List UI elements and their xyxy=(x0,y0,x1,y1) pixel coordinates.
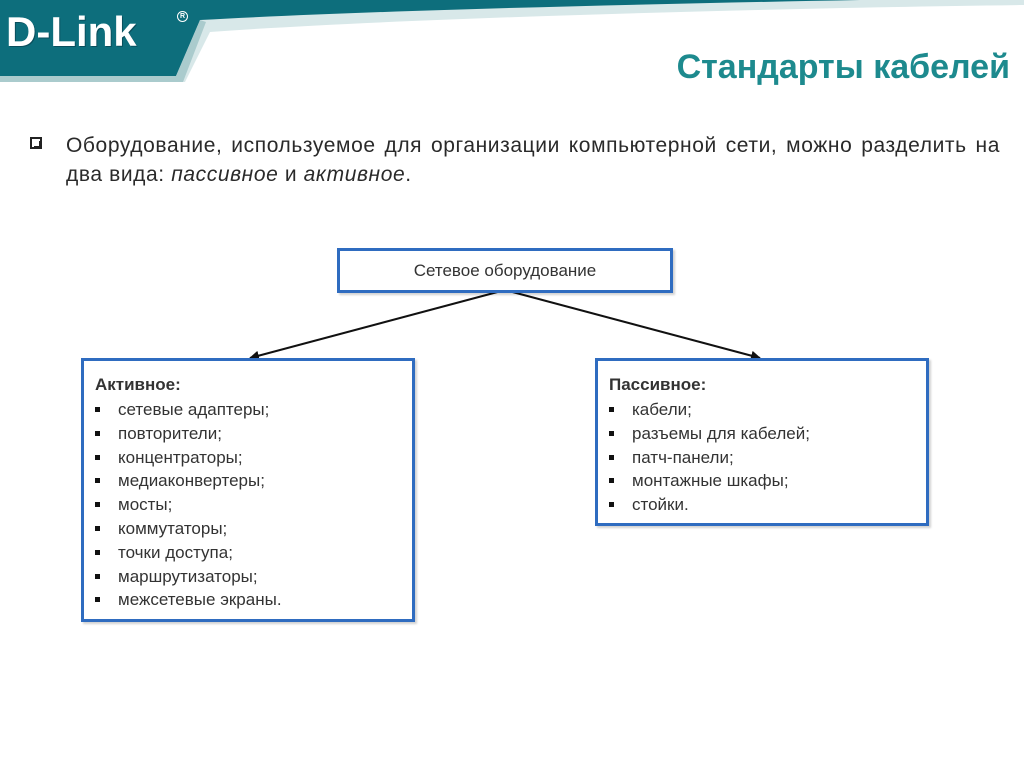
root-node-label: Сетевое оборудование xyxy=(413,261,597,280)
list-item: разъемы для кабелей; xyxy=(607,422,926,446)
intro-active-word: активное xyxy=(303,163,406,186)
list-item: стойки. xyxy=(607,493,926,517)
intro-end: . xyxy=(405,163,412,186)
page-title: Стандарты кабелей xyxy=(676,48,1010,86)
arrow-to-active xyxy=(250,290,505,358)
passive-list xyxy=(598,398,926,517)
d-link-logo: D-Link xyxy=(6,8,137,55)
intro-text: Оборудование, используемое для организации компьютерной сети, можно разделить на два вида: xyxy=(66,134,1000,186)
root-node-box xyxy=(337,248,673,293)
list-item: сетевые адаптеры; xyxy=(93,398,412,422)
list-item: монтажные шкафы; xyxy=(607,469,926,493)
list-item: маршрутизаторы; xyxy=(93,565,412,589)
list-item: межсетевые экраны. xyxy=(93,588,412,612)
active-heading: Активное: xyxy=(95,375,181,394)
list-item: патч-панели; xyxy=(607,446,926,470)
list-item: точки доступа; xyxy=(93,541,412,565)
list-item: повторители; xyxy=(93,422,412,446)
arrow-to-passive xyxy=(505,290,760,358)
list-item: медиаконвертеры; xyxy=(93,469,412,493)
passive-equipment-box xyxy=(595,358,929,526)
list-item: кабели; xyxy=(607,398,926,422)
registered-mark-icon: R xyxy=(177,11,188,22)
intro-and: и xyxy=(278,163,304,186)
passive-heading: Пассивное: xyxy=(609,375,707,394)
list-item: мосты; xyxy=(93,493,412,517)
list-item: коммутаторы; xyxy=(93,517,412,541)
list-item: концентраторы; xyxy=(93,446,412,470)
active-equipment-box xyxy=(81,358,415,622)
active-list xyxy=(84,398,412,612)
intro-passive-word: пассивное xyxy=(171,163,279,186)
